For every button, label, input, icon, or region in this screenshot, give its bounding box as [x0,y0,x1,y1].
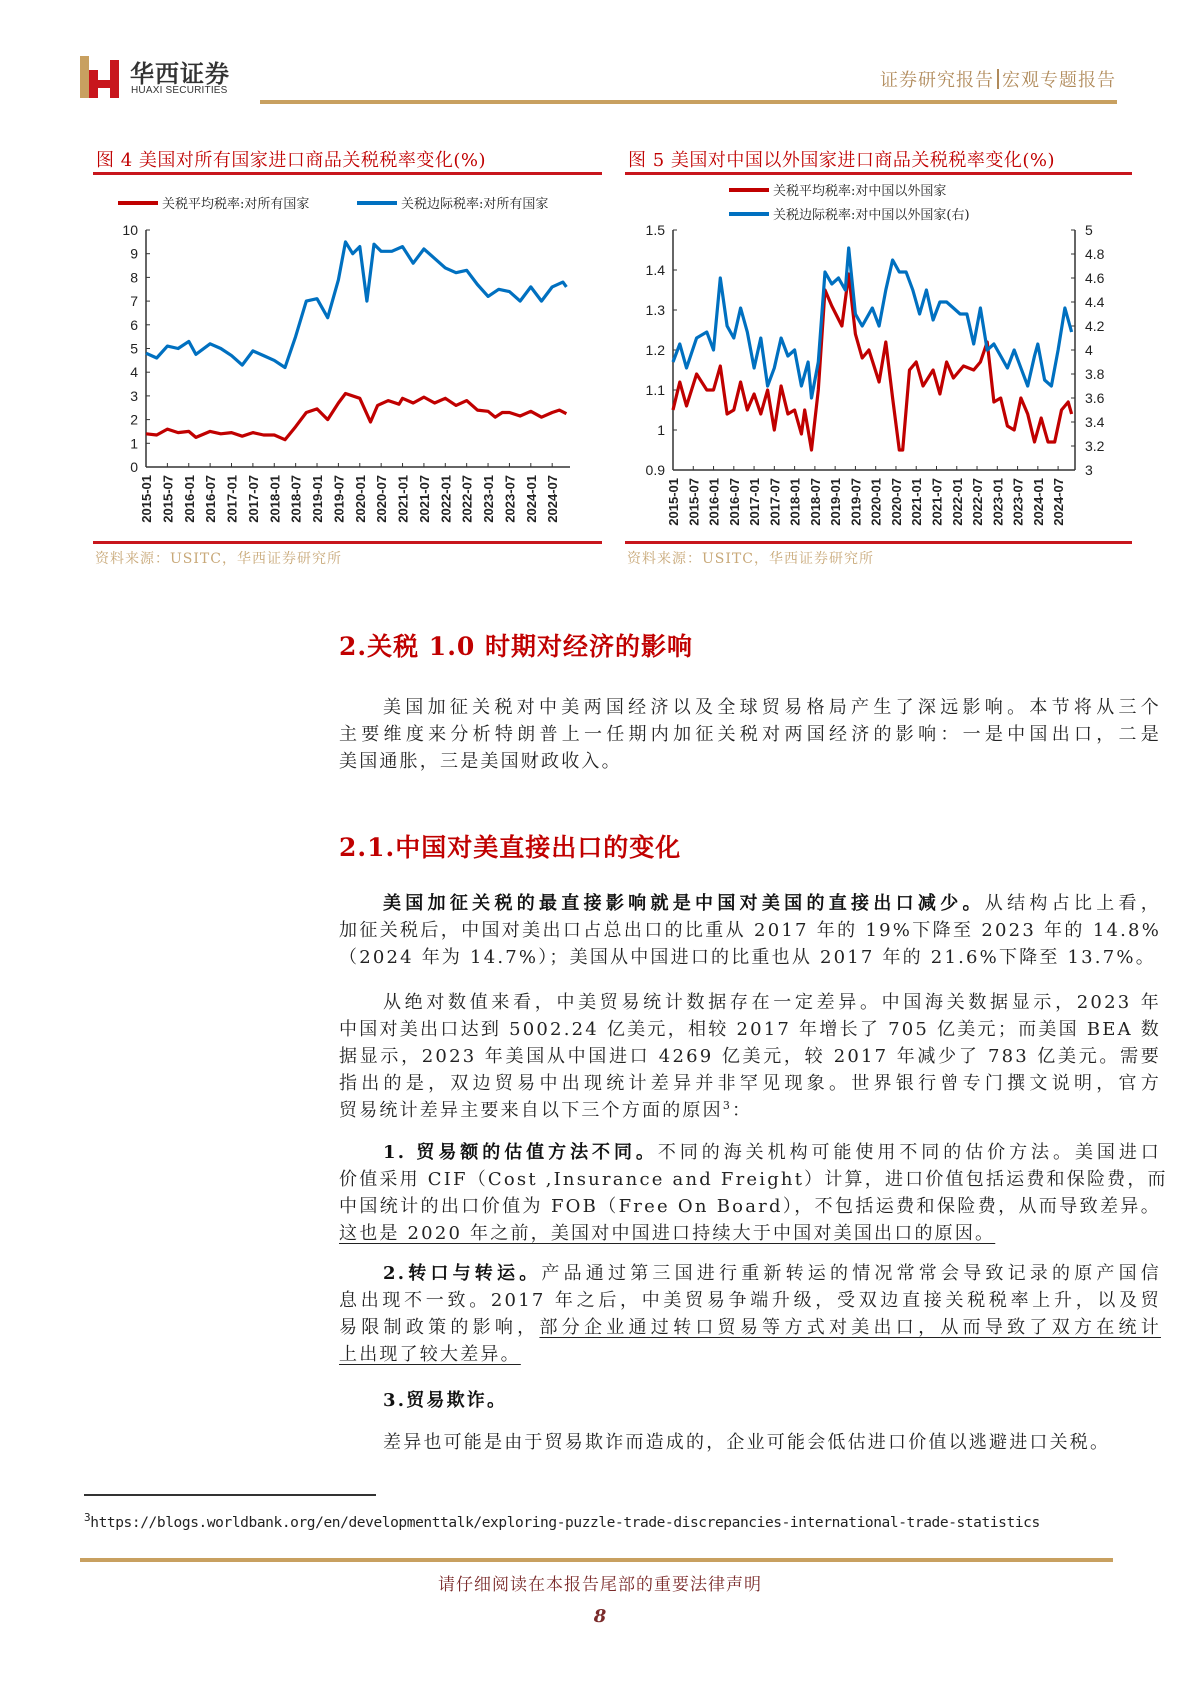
y-tick-label: 6 [130,316,138,333]
underlined-text: 上出现了较大差异。 [339,1344,521,1365]
x-tick-label: 2018-01 [787,478,803,526]
y2-tick-label: 3.8 [1085,366,1105,382]
x-tick-label: 2018-07 [807,478,823,526]
footnote-marker: 3 [84,1511,91,1525]
x-tick-label: 2022-07 [459,475,475,523]
bold-lead: 2.转口与转运。 [383,1263,542,1284]
x-tick-label: 2015-07 [160,475,176,523]
text-line: 差异也可能是由于贸易欺诈而造成的，企业可能会低估进口价值以逃避进口关税。 [383,1432,1111,1453]
text-line [339,1260,1161,1287]
y2-tick-label: 5 [1085,222,1093,238]
legend-label: 关税平均税率:对中国以外国家 [773,184,947,199]
y-tick-label: 4 [130,364,138,381]
y2-tick-label: 3.2 [1085,438,1105,454]
x-tick-label: 2024-01 [523,475,539,523]
x-tick-label: 2019-07 [331,475,347,523]
footer-rule [80,1558,1113,1562]
text-segment: 不同的海关机构可能使用不同的估价方法。美国进口 [657,1142,1161,1163]
subsection-heading: 2.1.中国对美直接出口的变化 [339,833,682,862]
figure-5-chart [0,0,1200,600]
y-tick-label: 1.1 [645,382,665,398]
text-line [339,890,1161,917]
text-segment: 产品通过第三国进行重新转运的情况常常会导致记录的原产国信 [541,1263,1161,1284]
page-number: 8 [593,1606,607,1627]
x-tick-label: 2020-07 [374,475,390,523]
y-tick-label: 1.4 [645,262,665,278]
x-tick-label: 2019-01 [828,478,844,526]
y-tick-label: 8 [130,269,138,286]
x-tick-label: 2016-07 [203,475,219,523]
x-tick-label: 2021-01 [395,475,411,523]
x-tick-label: 2021-01 [909,478,925,526]
y-tick-label: 1.5 [645,222,665,238]
x-tick-label: 2015-07 [686,478,702,526]
text-line: 据显示，2023 年美国从中国进口 4269 亿美元，较 2017 年减少了 783 亿美元。需要 [339,1046,1161,1067]
text-line: 主要维度来分析特朗普上一任期内加征关税对两国经济的影响：一是中国出口，二是 [339,724,1161,745]
logo-english-name: HUAXI SECURITIES [131,85,228,96]
series-line-2 [673,248,1072,398]
text-line: 从绝对数值来看，中美贸易统计数据存在一定差异。中国海关数据显示，2023 年 [383,992,1161,1013]
y2-tick-label: 3.4 [1085,414,1105,430]
series-line-1 [673,274,1072,450]
x-tick-label: 2020-01 [352,475,368,523]
text-segment: 易限制政策的影响， [339,1317,540,1338]
footnote-reference[interactable]: 3 [722,1099,733,1112]
x-tick-label: 2017-01 [747,478,763,526]
x-tick-label: 2023-01 [990,478,1006,526]
item-trade-fraud [339,1387,1161,1414]
text-line [339,1314,1161,1341]
text-line: 指出的是，双边贸易中出现统计差异并非罕见现象。世界银行曾专门撰文说明，官方 [339,1073,1161,1094]
x-tick-label: 2020-01 [868,478,884,526]
x-tick-label: 2019-01 [310,475,326,523]
text-line: 美国通胀，三是美国财政收入。 [339,751,622,772]
y2-tick-label: 4 [1085,342,1093,358]
text-line: 加征关税后，中国对美出口占总出口的比重从 2017 年的 19%下降至 2023 年的 14.8% [339,920,1161,941]
x-tick-label: 2022-01 [949,478,965,526]
y-tick-label: 9 [130,245,138,262]
x-tick-label: 2017-07 [767,478,783,526]
text-line: 息出现不一致。2017 年之后，中美贸易争端升级，受双边直接关税税率上升，以及贸 [339,1290,1161,1311]
text-line: （2024 年为 14.7%）；美国从中国进口的比重也从 2017 年的 21.6%下降至 13.7%。 [339,947,1156,968]
text-line [339,1220,1161,1247]
x-tick-label: 2018-07 [288,475,304,523]
footnote-link[interactable]: https://blogs.worldbank.org/en/developmenttalk/exploring-puzzle-trade-discrepancies-international-trade-statistics [90,1515,1040,1531]
y-tick-label: 1.2 [645,342,665,358]
report-type: 证券研究报告 [880,70,994,91]
legend-label: 关税边际税率:对所有国家 [401,197,549,212]
figure-4-title: 图 4 美国对所有国家进口商品关税税率变化(%) [96,150,487,171]
text-line [339,1139,1161,1166]
y-tick-label: 7 [130,293,138,310]
y-tick-label: 0.9 [645,462,665,478]
bold-lead: 1. 贸易额的估值方法不同。 [383,1142,658,1163]
x-tick-label: 2015-01 [139,475,154,523]
x-tick-label: 2024-07 [545,475,561,523]
figure-5-source: 资料来源：USITC，华西证券研究所 [627,551,874,567]
x-tick-label: 2023-01 [481,475,497,523]
y2-tick-label: 4.4 [1085,294,1105,310]
y-tick-label: 5 [130,340,138,357]
x-tick-label: 2022-07 [970,478,986,526]
y-tick-label: 3 [130,387,138,404]
section-heading: 2.关税 1.0 时期对经济的影响 [339,632,694,661]
x-tick-label: 2019-07 [848,478,864,526]
item-valuation-method [339,1139,1168,1247]
x-tick-label: 2021-07 [416,475,432,523]
text-line: 中国对美出口达到 5002.24 亿美元，相较 2017 年增长了 705 亿美元；而美国 BEA 数 [339,1019,1161,1040]
logo-chinese-name: 华西证券 [130,59,230,88]
text-line [339,1097,1161,1124]
x-tick-label: 2023-07 [502,475,518,523]
text-line [339,1341,1161,1368]
x-tick-label: 2017-07 [245,475,261,523]
legend-label: 关税边际税率:对中国以外国家(右) [773,208,970,223]
x-tick-label: 2016-01 [181,475,197,523]
legend-label: 关税平均税率:对所有国家 [162,197,310,212]
y-tick-label: 1 [657,422,665,438]
item-trade-fraud-text [339,1429,1161,1456]
report-subtype: 宏观专题报告 [1002,70,1116,91]
figure-4-bottom-rule [93,541,602,544]
paragraph-absolute-values [339,989,1161,1124]
figure-5-bottom-rule [625,541,1132,544]
x-tick-label: 2021-07 [929,478,945,526]
figure-5-title: 图 5 美国对中国以外国家进口商品关税税率变化(%) [628,150,1056,171]
text-segment: 贸易统计差异主要来自以下三个方面的原因 [339,1100,723,1121]
x-tick-label: 2016-01 [706,478,722,526]
y2-tick-label: 4.8 [1085,246,1105,262]
x-tick-label: 2016-07 [726,478,742,526]
y2-tick-label: 3 [1085,462,1093,478]
text-line: 中国统计的出口价值为 FOB（Free On Board），不包括运费和保险费，从而导致差异。 [339,1196,1161,1217]
x-tick-label: 2018-01 [267,475,283,523]
y2-tick-label: 4.2 [1085,318,1105,334]
y2-tick-label: 3.6 [1085,390,1105,406]
item-transshipment [339,1260,1161,1368]
x-tick-label: 2023-07 [1010,478,1026,526]
y-tick-label: 0 [130,459,138,475]
y-tick-label: 1.3 [645,302,665,318]
y-tick-label: 10 [122,222,138,238]
y2-tick-label: 4.6 [1085,270,1105,286]
section-intro-paragraph [339,694,1161,775]
x-tick-label: 2020-07 [888,478,904,526]
figure-4-source: 资料来源：USITC，华西证券研究所 [95,551,342,567]
underlined-text: 部分企业通过转口贸易等方式对美出口，从而导致了双方在统计 [539,1317,1161,1338]
bold-lead: 美国加征关税的最直接影响就是中国对美国的直接出口减少。 [383,893,985,914]
x-tick-label: 2024-01 [1030,478,1046,526]
x-tick-label: 2024-07 [1051,478,1067,526]
underlined-text: 这也是 2020 年之前，美国对中国进口持续大于中国对美国出口的原因。 [339,1223,996,1244]
footnote [84,1511,1040,1531]
y-tick-label: 2 [130,411,138,428]
y-tick-label: 1 [130,435,138,452]
item-title: 3.贸易欺诈。 [383,1390,508,1411]
x-tick-label: 2015-01 [666,478,681,526]
text-line: 价值采用 CIF（Cost ,Insurance and Freight）计算，进口价值包括运费和保险费，而 [339,1169,1168,1190]
x-tick-label: 2022-01 [438,475,454,523]
legal-disclaimer: 请仔细阅读在本报告尾部的重要法律声明 [438,1575,762,1595]
footnote-rule [84,1494,376,1496]
text-segment: ： [732,1100,753,1121]
text-line: 美国加征关税对中美两国经济以及全球贸易格局产生了深远影响。本节将从三个 [383,697,1161,718]
text-segment: 从结构占比上看， [984,893,1161,914]
paragraph-export-share [339,890,1161,971]
x-tick-label: 2017-01 [224,475,240,523]
